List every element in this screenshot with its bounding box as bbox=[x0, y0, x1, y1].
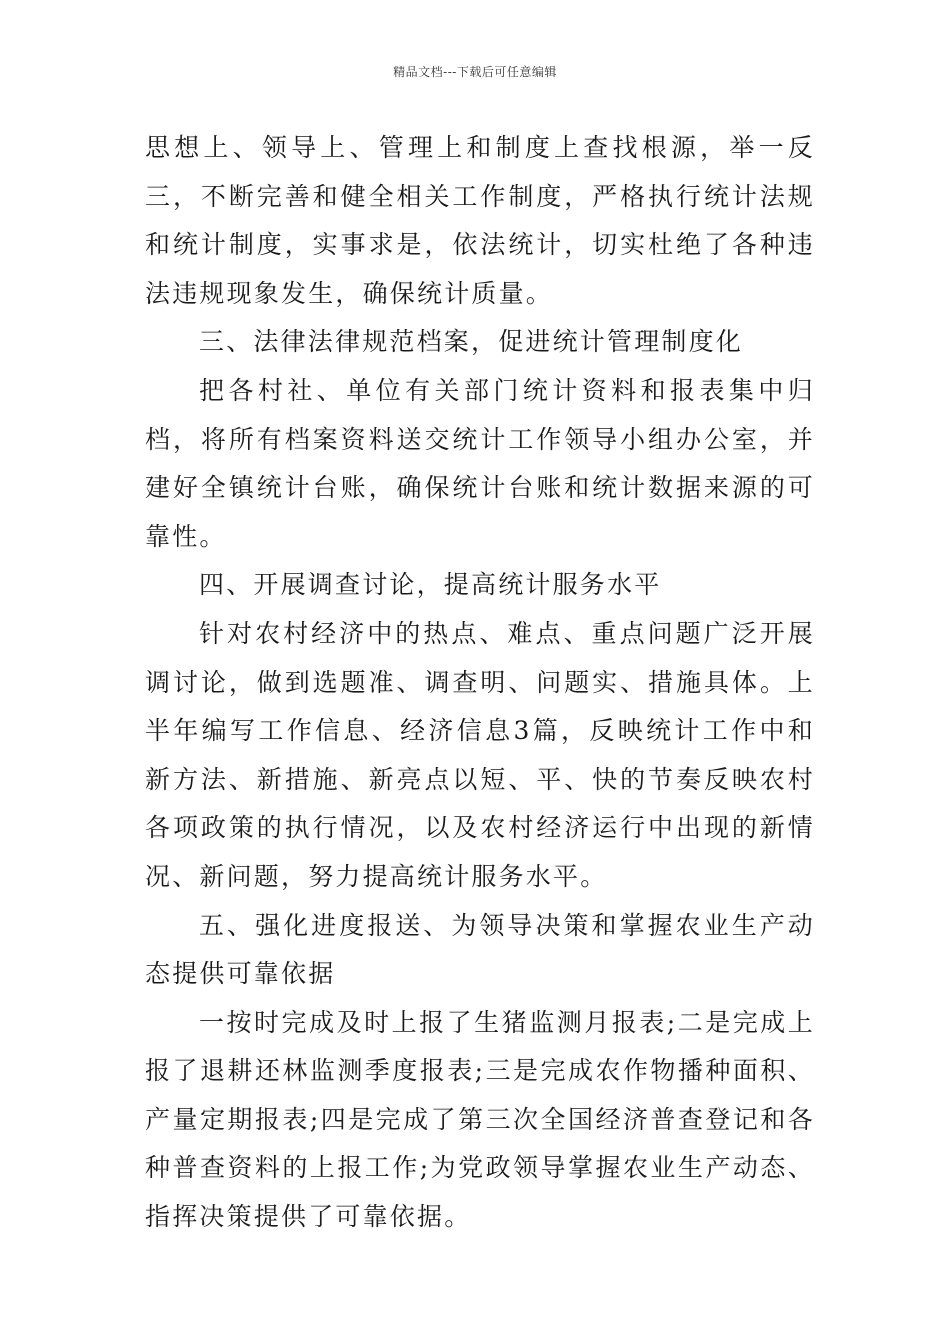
section-heading-4: 四、开展调查讨论，提高统计服务水平 bbox=[199, 570, 662, 600]
page-header: 精品文档---下载后可任意编辑 bbox=[393, 65, 557, 79]
paragraph-research: 针对农村经济中的热点、难点、重点问题广泛开展调讨论，做到选题准、调查明、问题实、措施具体。上半年编写工作信息、经济信息3篇，反映统计工作中和新方法、新措施、新亮点以短、平、快的节奏反映农村各项政策的执行情况，以及农村经济运行中出现的新情况、新问题，努力提高统计服务水平。 bbox=[145, 618, 815, 891]
section-heading-5: 五、强化进度报送、为领导决策和掌握农业生产动态提供可靠依据 bbox=[145, 910, 815, 989]
paragraph-archives: 把各村社、单位有关部门统计资料和报表集中归档，将所有档案资料送交统计工作领导小组办公室，并建好全镇统计台账，确保统计台账和统计数据来源的可靠性。 bbox=[145, 375, 815, 551]
document-body bbox=[145, 124, 815, 1242]
section-heading-3: 三、法律法律规范档案，促进统计管理制度化 bbox=[199, 327, 744, 357]
paragraph-continuation: 思想上、领导上、管理上和制度上查找根源，举一反三，不断完善和健全相关工作制度，严格执行统计法规和统计制度，实事求是，依法统计，切实杜绝了各种违法违规现象发生，确保统计质量。 bbox=[145, 133, 815, 308]
paragraph-reporting: 一按时完成及时上报了生猪监测月报表;二是完成上报了退耕还林监测季度报表;三是完成农作物播种面积、产量定期报表;四是完成了第三次全国经济普查登记和各种普查资料的上报工作;为党政领导掌握农业生产动态、指挥决策提供了可靠依据。 bbox=[145, 1007, 815, 1232]
